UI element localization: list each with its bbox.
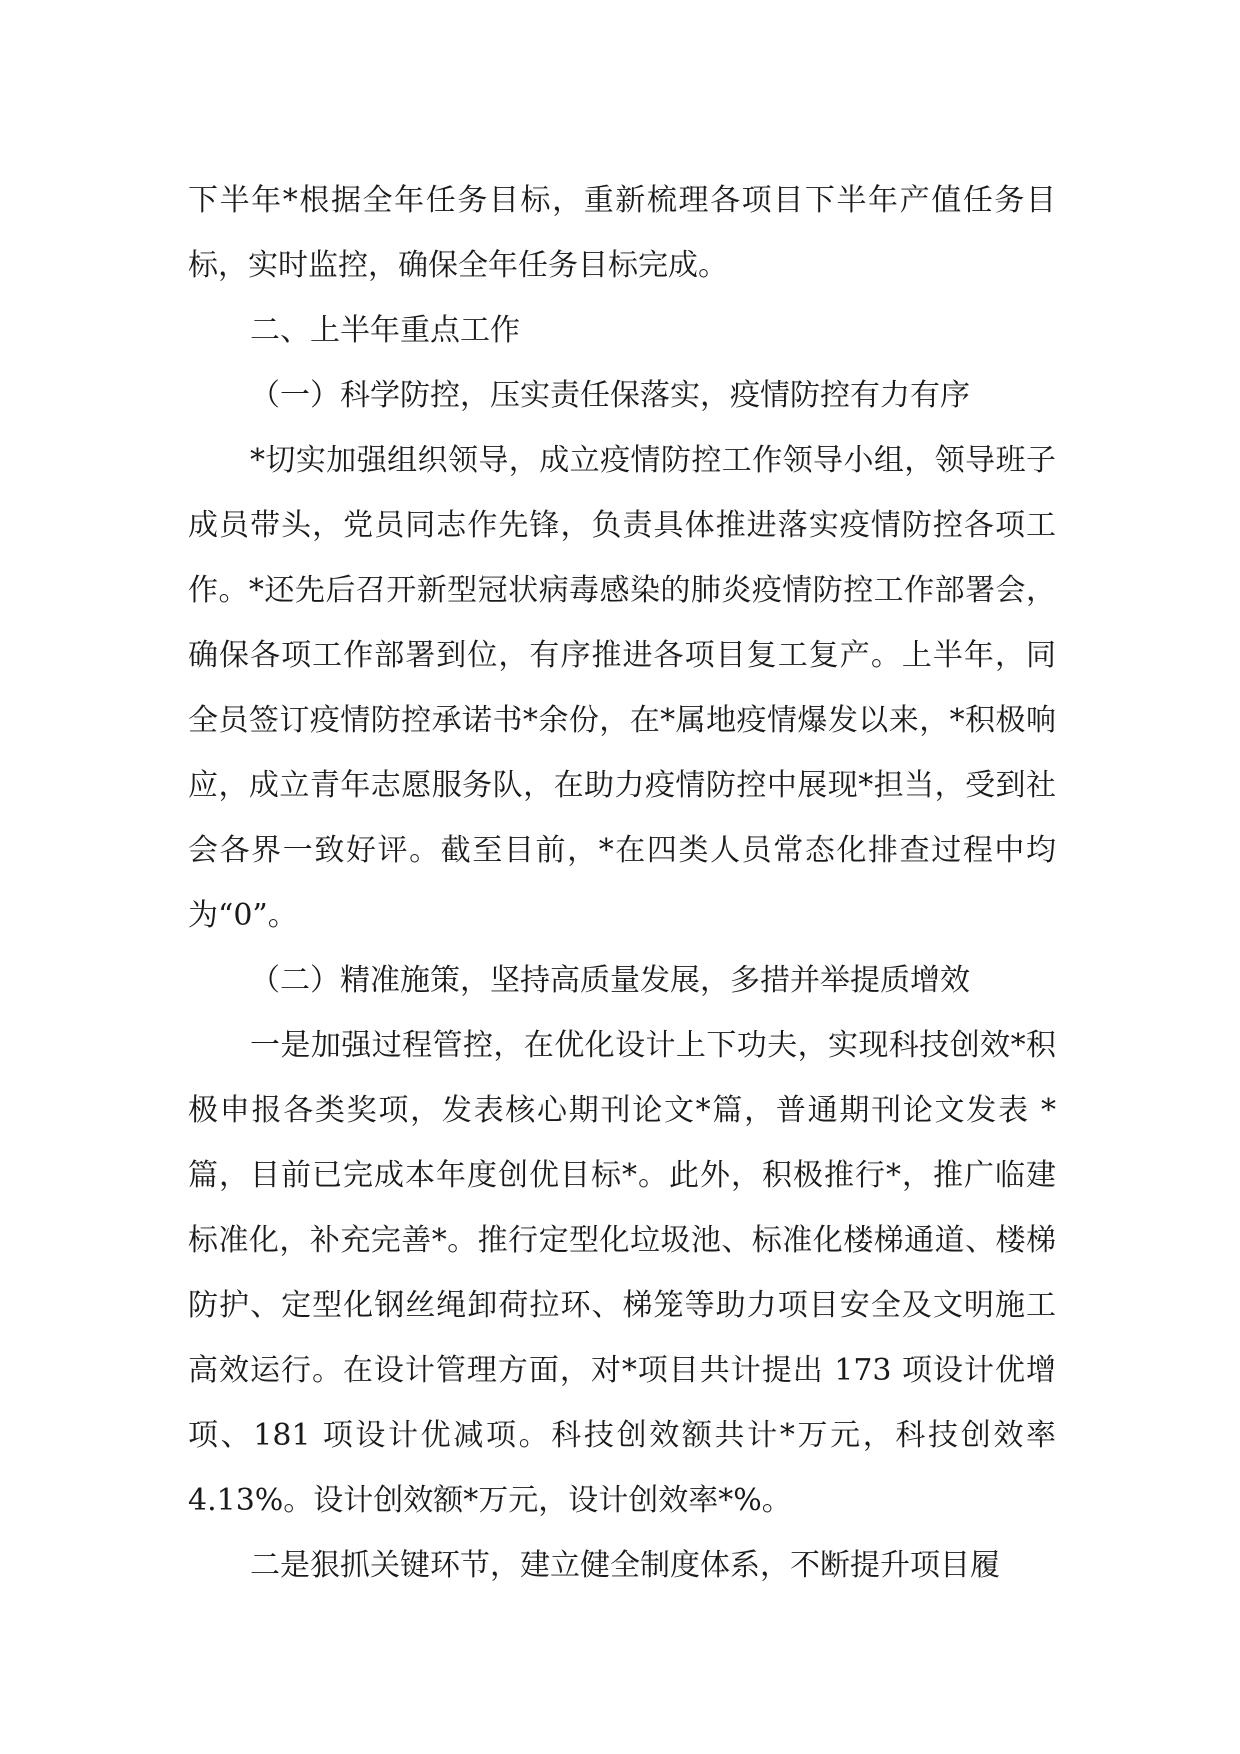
paragraph-key-links: 二是狠抓关键环节，建立健全制度体系，不断提升项目履 (250, 1548, 1000, 1583)
document-page (188, 168, 1056, 1598)
subsection-heading-quality-development: （二）精准施策，坚持高质量发展，多措并举提质增效 (250, 963, 970, 998)
paragraph-continuation: 下半年*根据全年任务目标，重新梳理各项目下半年产值任务目标，实时监控，确保全年任务目标完成。 (188, 183, 1056, 283)
paragraph-process-control: 一是加强过程管控，在优化设计上下功夫，实现科技创效*积极申报各类奖项，发表核心期刊论文*篇，普通期刊论文发表 *篇，目前已完成本年度创优目标*。此外，积极推行*，推广临建标准化，补充完善*。推行定型化垃圾池、标准化楼梯通道、楼梯防护、定型化钢丝绳卸荷拉环、梯笼等助力项目安全及文明施工高效运行。在设计管理方面，对*项目共计提出 173 项设计优增项、181 项设计优减项。科技创效额共计*万元，科技创效率 4.13%。设计创效额*万元，设计创效率*%。 (188, 1028, 1056, 1518)
paragraph-epidemic-control: *切实加强组织领导，成立疫情防控工作领导小组，领导班子成员带头，党员同志作先锋，负责具体推进落实疫情防控各项工作。*还先后召开新型冠状病毒感染的肺炎疫情防控工作部署会，确保各项工作部署到位，有序推进各项目复工复产。上半年，同全员签订疫情防控承诺书*余份，在*属地疫情爆发以来，*积极响应，成立青年志愿服务队，在助力疫情防控中展现*担当，受到社会各界一致好评。截至目前，*在四类人员常态化排查过程中均为“0”。 (188, 443, 1056, 933)
section-heading-key-work: 二、上半年重点工作 (250, 313, 520, 348)
subsection-heading-epidemic-control: （一）科学防控，压实责任保落实，疫情防控有力有序 (250, 378, 970, 413)
